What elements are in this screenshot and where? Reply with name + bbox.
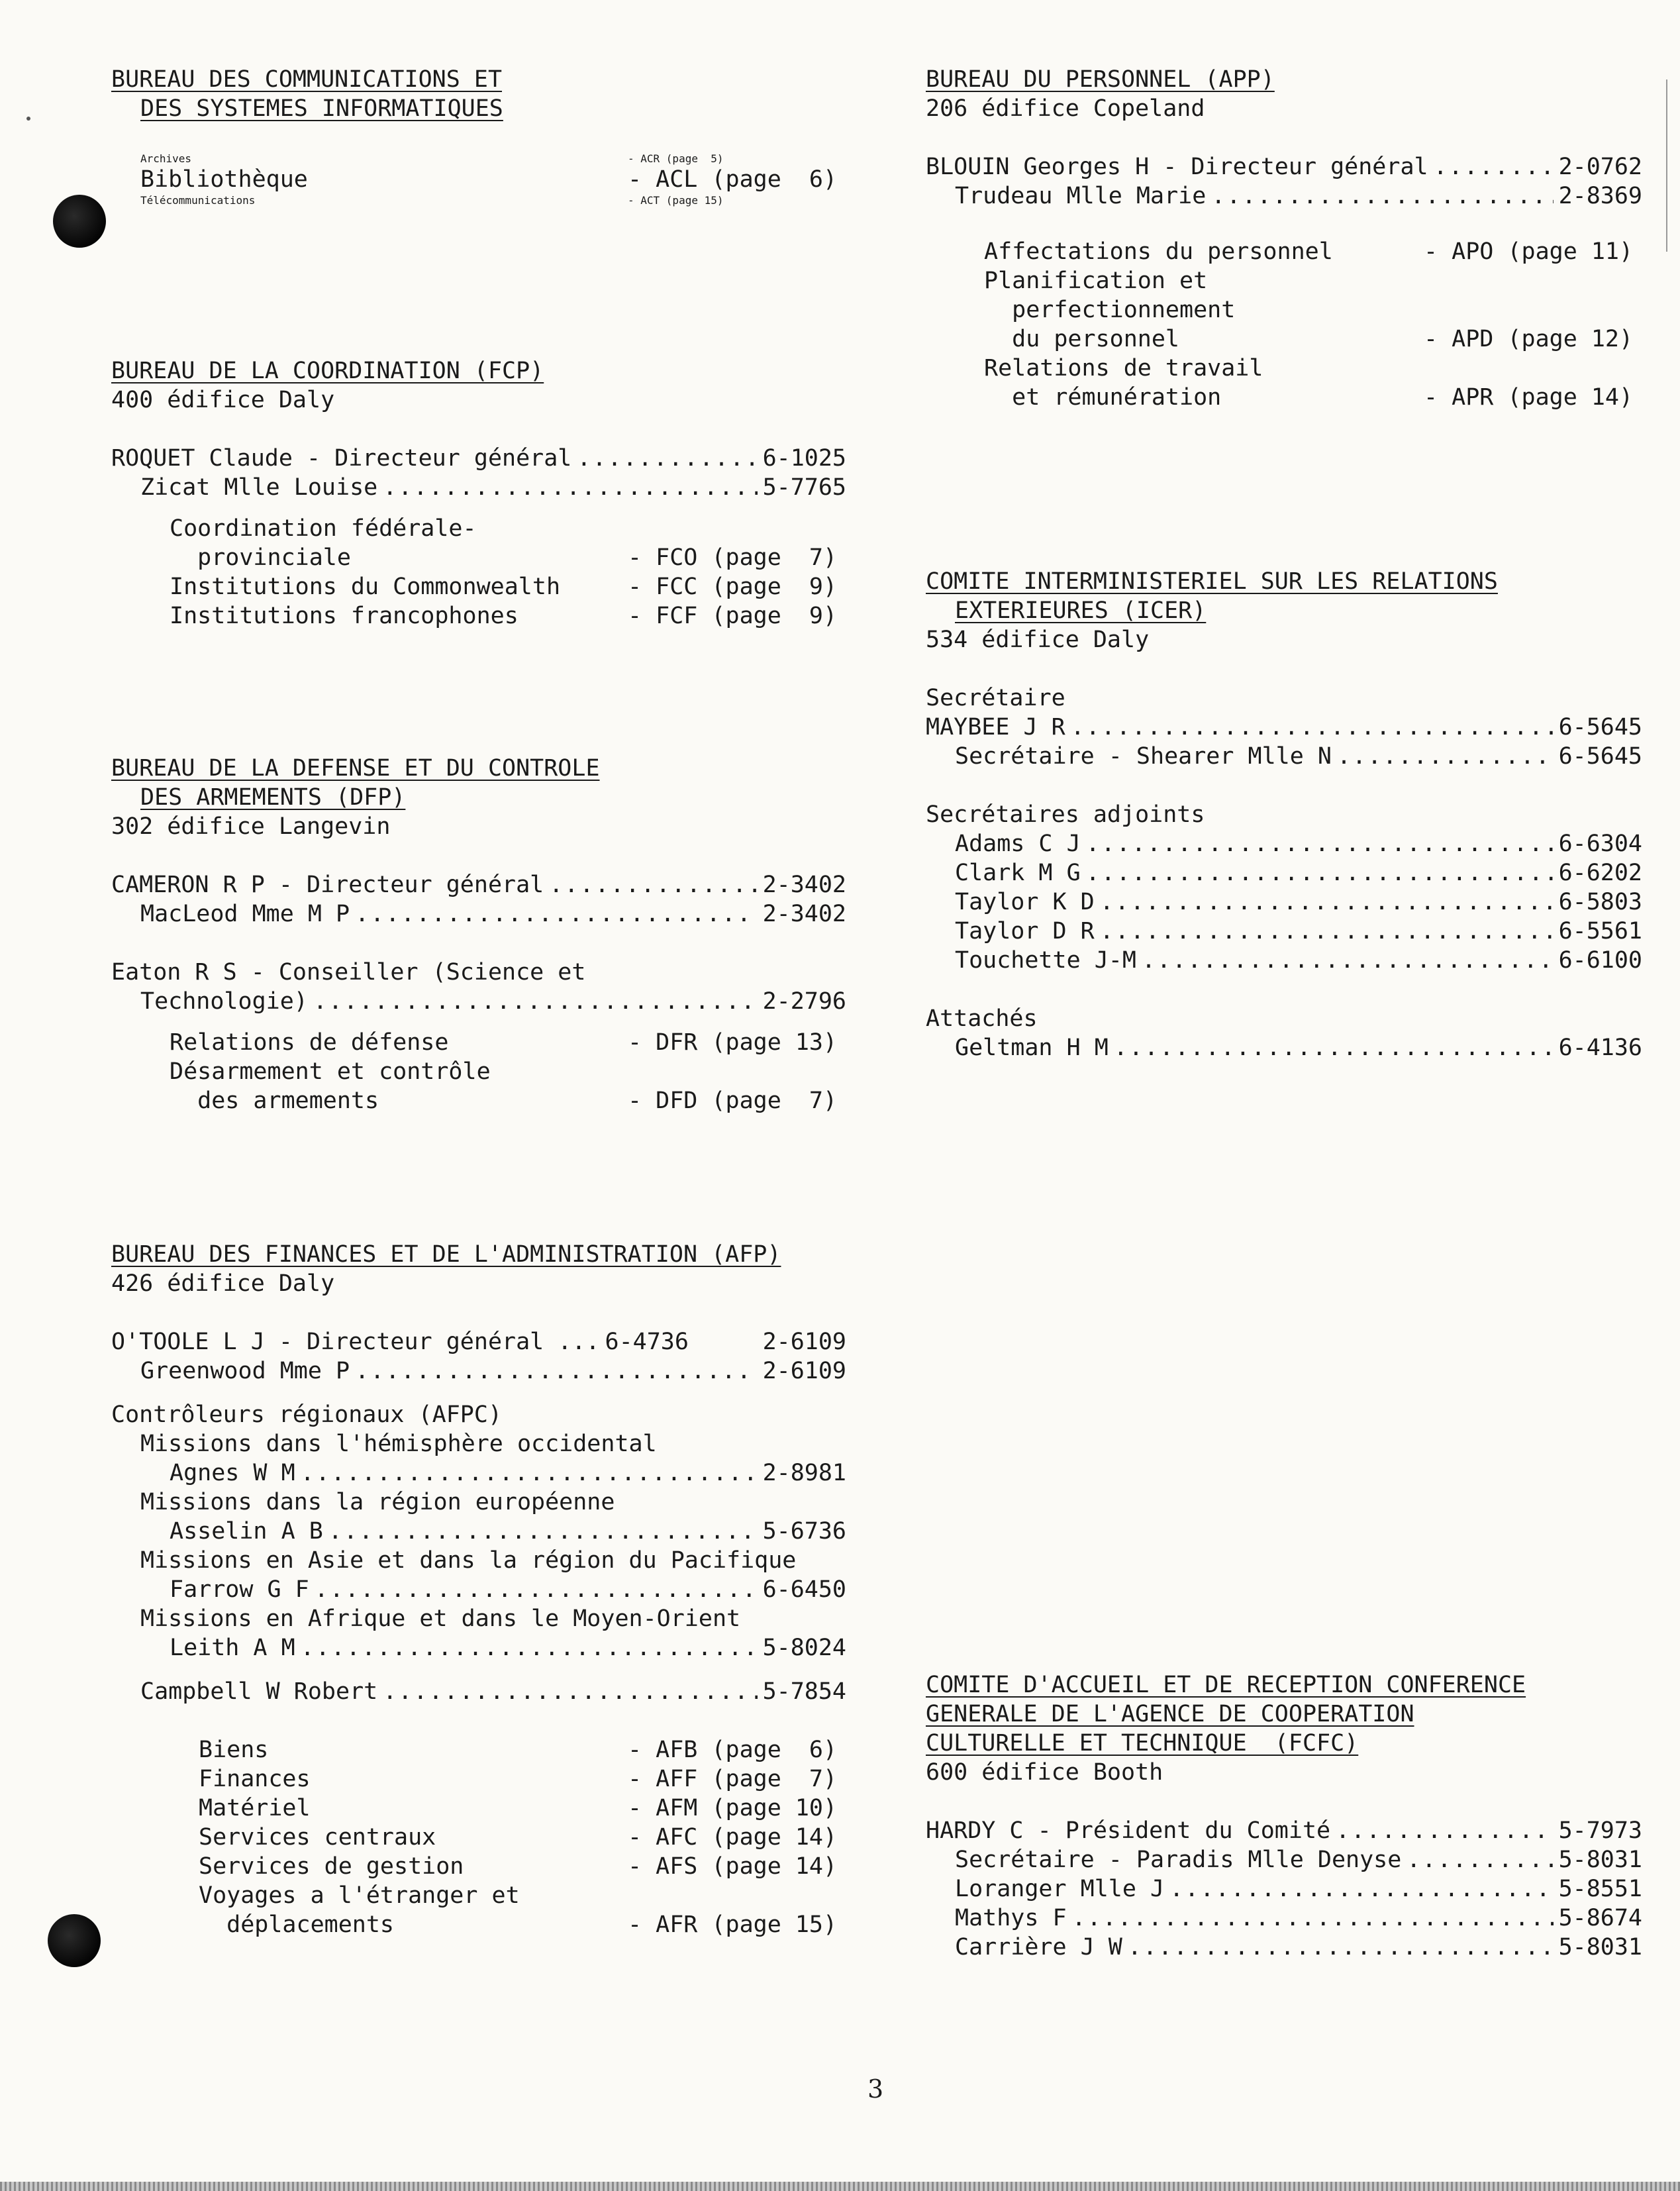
phone-number: 2-6109 xyxy=(762,1329,846,1355)
page-number: 3 xyxy=(867,2074,884,2104)
section-fcfc xyxy=(926,1670,1642,1962)
assistant-row: Trudeau Mlle Marie ..... 2-8369 xyxy=(926,181,1642,211)
staff-row: Clark M G ..... 6-6202 xyxy=(926,858,1642,888)
subsection-heading: Attachés xyxy=(926,1005,1038,1032)
staff-row: Secrétaire - Paradis Mlle Denyse ..... 5-8031 xyxy=(926,1845,1642,1874)
section-title-cont: GENERALE DE L'AGENCE DE COOPERATION xyxy=(926,1701,1414,1727)
phone-number: 2-2796 xyxy=(762,988,846,1015)
service-row: Relations de travail xyxy=(984,355,1263,382)
phone-number: 6-5561 xyxy=(1558,918,1642,944)
assistant-row: Secrétaire - Shearer Mlle N ..... 6-5645 xyxy=(926,742,1642,771)
phone-number: 6-5803 xyxy=(1558,889,1642,915)
staff-row: Mathys F ..... 5-8674 xyxy=(926,1904,1642,1933)
service-row: Coordination fédérale- xyxy=(170,515,477,542)
section-title: BUREAU DES FINANCES ET DE L'ADMINISTRATION (AFP) xyxy=(111,1241,781,1268)
service-row: Archives - ACR (page 5) xyxy=(140,152,724,165)
assistant-row: Greenwood Mme P ..... 2-6109 xyxy=(111,1356,846,1386)
phone-number: 6-5645 xyxy=(1558,743,1642,770)
scan-edge xyxy=(0,2182,1680,2191)
section-title: COMITE D'ACCUEIL ET DE RECEPTION CONFERENCE xyxy=(926,1672,1526,1698)
phone-number: 2-3402 xyxy=(762,901,846,927)
section-title-cont: DES SYSTEMES INFORMATIQUES xyxy=(140,95,503,122)
phone-number: 5-8674 xyxy=(1558,1905,1642,1931)
section-address: 400 édifice Daly xyxy=(111,387,335,413)
section-title: BUREAU DES COMMUNICATIONS ET xyxy=(111,66,503,93)
section-address: 534 édifice Daly xyxy=(926,627,1150,653)
advisor-line: Eaton R S - Conseiller (Science et xyxy=(111,959,586,986)
phone-number-alt: 6-4736 xyxy=(605,1329,689,1355)
subsection-heading: Contrôleurs régionaux (AFPC) xyxy=(111,1401,503,1428)
phone-number: 6-1025 xyxy=(762,445,846,472)
director-row: ROQUET Claude - Directeur général ..... 6-1025 xyxy=(111,444,846,473)
service-row: Biens - AFB (page 6) xyxy=(199,1737,838,1763)
phone-number: 6-4136 xyxy=(1558,1035,1642,1061)
phone-number: 2-8369 xyxy=(1558,183,1642,209)
section-address: 426 édifice Daly xyxy=(111,1270,335,1297)
phone-number: 6-6100 xyxy=(1558,947,1642,974)
phone-number: 5-8031 xyxy=(1558,1934,1642,1961)
phone-number: 5-8024 xyxy=(762,1635,846,1661)
section-address: 206 édifice Copeland xyxy=(926,95,1205,122)
service-row: des armements - DFD (page 7) xyxy=(170,1088,838,1114)
section-coordination xyxy=(111,356,846,631)
subsection-heading: Secrétaires adjoints xyxy=(926,801,1205,828)
section-finances xyxy=(111,1240,846,1939)
section-title-cont: EXTERIEURES (ICER) xyxy=(955,597,1207,624)
service-row: du personnel - APD (page 12) xyxy=(984,326,1634,352)
phone-number: 6-6202 xyxy=(1558,860,1642,886)
service-row: Télécommunications - ACT (page 15) xyxy=(140,194,724,207)
service-row: Désarmement et contrôle xyxy=(170,1058,491,1085)
president-row: HARDY C - Président du Comité ..... 5-7973 xyxy=(926,1816,1642,1845)
mission-region: Missions dans la région européenne xyxy=(140,1489,615,1515)
mission-controller-row: Asselin A B ..... 5-6736 xyxy=(111,1517,846,1546)
punch-hole-bottom xyxy=(48,1914,101,1967)
service-row: perfectionnement xyxy=(984,297,1236,323)
section-communications xyxy=(111,65,846,207)
phone-number: 5-8551 xyxy=(1558,1876,1642,1902)
punch-hole-top xyxy=(53,195,106,248)
director-row: BLOUIN Georges H - Directeur général ..... 2-0762 xyxy=(926,152,1642,181)
phone-number: 5-7765 xyxy=(762,474,846,501)
director-row: CAMERON R P - Directeur général ..... 2-3402 xyxy=(111,870,846,899)
service-row: Services de gestion - AFS (page 14) xyxy=(199,1853,838,1880)
section-personnel xyxy=(926,65,1642,412)
service-row: Relations de défense - DFR (page 13) xyxy=(170,1029,838,1056)
phone-number: 2-0762 xyxy=(1558,154,1642,180)
section-title: BUREAU DU PERSONNEL (APP) xyxy=(926,66,1275,93)
staff-row: Campbell W Robert ..... 5-7854 xyxy=(111,1677,846,1706)
mission-controller-row: Agnes W M ..... 2-8981 xyxy=(111,1458,846,1488)
phone-number: 2-6109 xyxy=(762,1358,846,1384)
service-row: Institutions francophones - FCF (page 9) xyxy=(170,603,838,629)
service-row: provinciale - FCO (page 7) xyxy=(170,544,838,571)
phone-number: 5-6736 xyxy=(762,1518,846,1545)
phone-number: 2-3402 xyxy=(762,872,846,898)
section-icer xyxy=(926,567,1642,1062)
section-defense xyxy=(111,754,846,1115)
phone-number: 2-8981 xyxy=(762,1460,846,1486)
section-title: COMITE INTERMINISTERIEL SUR LES RELATIONS xyxy=(926,568,1498,595)
service-row: Matériel - AFM (page 10) xyxy=(199,1795,838,1821)
service-row: Bibliothèque - ACL (page 6) xyxy=(140,166,838,193)
service-row: Planification et xyxy=(984,268,1208,294)
section-address: 600 édifice Booth xyxy=(926,1759,1163,1786)
phone-number: 6-6450 xyxy=(762,1576,846,1603)
director-row: O'TOOLE L J - Directeur général ... 6-4736 2-6109 xyxy=(111,1329,846,1355)
assistant-row: MacLeod Mme M P ..... 2-3402 xyxy=(111,899,846,929)
mission-region: Missions dans l'hémisphère occidental xyxy=(140,1431,657,1457)
service-row: Voyages a l'étranger et xyxy=(199,1882,520,1909)
staff-row: Loranger Mlle J ..... 5-8551 xyxy=(926,1874,1642,1904)
edge-line xyxy=(1666,79,1667,252)
phone-number: 6-5645 xyxy=(1558,714,1642,740)
mission-controller-row: Farrow G F ..... 6-6450 xyxy=(111,1575,846,1604)
section-address: 302 édifice Langevin xyxy=(111,813,391,840)
staff-row: Taylor D R ..... 6-5561 xyxy=(926,917,1642,946)
service-row: Institutions du Commonwealth - FCC (page 9) xyxy=(170,574,838,600)
service-row: Affectations du personnel - APO (page 11) xyxy=(984,238,1634,265)
service-row: et rémunération - APR (page 14) xyxy=(984,384,1634,411)
staff-row: Geltman H M ..... 6-4136 xyxy=(926,1033,1642,1062)
secretary-row: MAYBEE J R ..... 6-5645 xyxy=(926,713,1642,742)
assistant-row: Zicat Mlle Louise ..... 5-7765 xyxy=(111,473,846,502)
section-title-cont: CULTURELLE ET TECHNIQUE (FCFC) xyxy=(926,1730,1359,1757)
advisor-row: Technologie) ..... 2-2796 xyxy=(111,987,846,1016)
mission-controller-row: Leith A M ..... 5-8024 xyxy=(111,1633,846,1662)
section-title-cont: DES ARMEMENTS (DFP) xyxy=(140,784,406,811)
section-title: BUREAU DE LA DEFENSE ET DU CONTROLE xyxy=(111,755,600,782)
staff-row: Adams C J ..... 6-6304 xyxy=(926,829,1642,858)
mission-region: Missions en Afrique et dans le Moyen-Orient xyxy=(140,1605,741,1632)
service-row: Services centraux - AFC (page 14) xyxy=(199,1824,838,1851)
service-row: déplacements - AFR (page 15) xyxy=(199,1911,838,1938)
phone-number: 5-8031 xyxy=(1558,1847,1642,1873)
mission-region: Missions en Asie et dans la région du Pacifique xyxy=(140,1547,797,1574)
section-title: BUREAU DE LA COORDINATION (FCP) xyxy=(111,358,544,384)
staff-row: Touchette J-M ..... 6-6100 xyxy=(926,946,1642,975)
phone-number: 5-7973 xyxy=(1558,1817,1642,1844)
phone-number: 5-7854 xyxy=(762,1678,846,1705)
staff-row: Taylor K D ..... 6-5803 xyxy=(926,888,1642,917)
subsection-heading: Secrétaire xyxy=(926,685,1065,711)
margin-dot xyxy=(26,117,30,121)
phone-number: 6-6304 xyxy=(1558,831,1642,857)
service-row: Finances - AFF (page 7) xyxy=(199,1766,838,1792)
staff-row: Carrière J W ..... 5-8031 xyxy=(926,1933,1642,1962)
